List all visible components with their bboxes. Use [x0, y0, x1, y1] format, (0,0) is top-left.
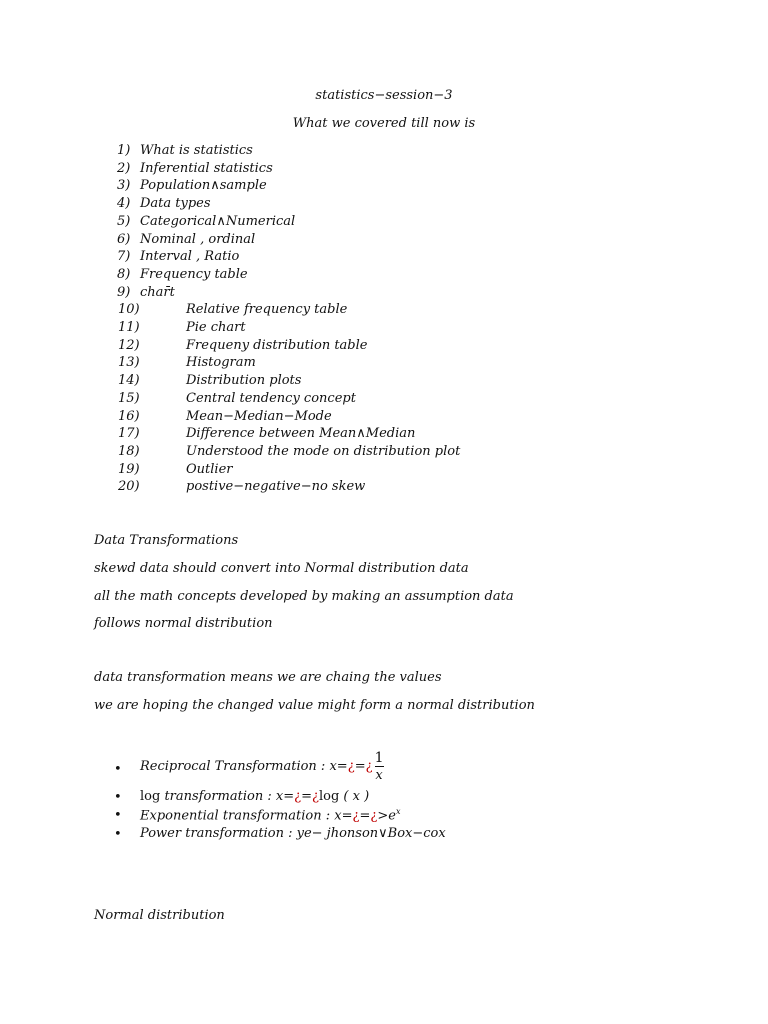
- reciprocal-fraction: [375, 751, 384, 782]
- paragraph-line: all the math concepts developed by making an assumption data: [94, 589, 514, 604]
- list-item-number: 19): [118, 461, 140, 477]
- list-item-number: 1): [117, 143, 131, 158]
- document-title: statistics−session−3: [315, 88, 453, 103]
- list-item-text: Nominal , ordinal: [140, 231, 256, 247]
- list-item-text: Interval , Ratio: [140, 249, 240, 265]
- inverted-question-glyph: ¿: [365, 759, 373, 775]
- list-item-text: Difference between Mean∧Median: [186, 426, 416, 442]
- list-item-text: Inferential statistics: [140, 160, 273, 176]
- inverted-question-glyph: ¿: [294, 789, 302, 804]
- list-item-number: 15): [118, 390, 140, 406]
- list-item-number: 18): [118, 443, 140, 459]
- list-item-text: Histogram: [186, 355, 256, 371]
- bullet-icon: •: [114, 790, 122, 805]
- exponential-transformation-item: Exponential transformation : $x=¿=¿>e^x$: [140, 807, 401, 824]
- list-item-number: 14): [118, 373, 140, 389]
- inverted-question-glyph: ¿: [352, 808, 360, 824]
- list-item-text: postive−negative−no skew: [186, 479, 366, 495]
- list-item-text: Frequency table: [140, 266, 248, 282]
- list-item-number: 17): [118, 426, 140, 442]
- inverted-question-glyph: ¿: [312, 789, 319, 804]
- fraction-numerator: 1: [374, 750, 384, 766]
- list-item-text: Population∧sample: [140, 178, 267, 194]
- exponent: x: [395, 807, 401, 816]
- paragraph-line: data transformation means we are chaing the values: [94, 670, 442, 685]
- list-item-number: 8): [117, 266, 131, 282]
- list-item-text: Data types: [140, 196, 211, 212]
- list-item-number: 9): [117, 284, 131, 300]
- list-item-text: char̄t: [140, 284, 175, 300]
- data-transformations-heading: Data Transformations: [94, 533, 239, 548]
- list-item-number: 2): [117, 160, 131, 176]
- fraction-denominator: x: [375, 767, 383, 783]
- list-item-text: Relative frequency table: [186, 302, 348, 318]
- bullet-icon: •: [114, 827, 122, 842]
- list-item-number: 3): [117, 178, 131, 194]
- list-item-text: Mean−Median−Mode: [186, 408, 332, 424]
- list-item-number: 12): [118, 337, 140, 353]
- list-item-text: Understood the mode on distribution plot: [186, 443, 461, 459]
- inverted-question-glyph: ¿: [370, 808, 378, 824]
- list-item-text: What is statistics: [140, 143, 253, 158]
- inverted-question-glyph: ¿: [347, 759, 355, 775]
- list-item-number: 16): [118, 408, 140, 424]
- list-item-number: 7): [117, 249, 131, 265]
- paragraph-line: skewd data should convert into Normal distribution data: [94, 561, 469, 576]
- list-item-text: Pie chart: [186, 320, 246, 335]
- list-item-text: Frequeny distribution table: [186, 337, 368, 353]
- list-item-text: Central tendency concept: [186, 390, 356, 406]
- log-transformation-item: log transformation : x=¿=¿log ( x ): [140, 789, 370, 804]
- list-item-number: 5): [117, 213, 131, 229]
- document-subtitle: What we covered till now is: [292, 116, 476, 131]
- bullet-icon: •: [114, 762, 122, 777]
- list-item-number: 20): [118, 479, 140, 495]
- reciprocal-transformation-item: Reciprocal Transformation : x=¿=¿ $\frac{1}{x}$: [140, 750, 384, 783]
- paragraph-line: follows normal distribution: [94, 616, 273, 631]
- paragraph-line: we are hoping the changed value might form a normal distribution: [94, 698, 535, 713]
- power-transformation-item: Power transformation : ye− jhonson∨Box−cox: [140, 826, 446, 841]
- list-item-number: 6): [117, 231, 131, 247]
- bullet-icon: •: [114, 808, 122, 823]
- list-item-number: 11): [118, 320, 140, 335]
- list-item-text: Distribution plots: [186, 373, 302, 389]
- list-item-text: Categorical∧Numerical: [140, 213, 296, 229]
- list-item-number: 13): [118, 355, 140, 371]
- list-item-text: Outlier: [186, 461, 233, 477]
- list-item-number: 10): [118, 302, 140, 318]
- normal-distribution-heading: Normal distribution: [94, 908, 225, 923]
- reciprocal-label: Reciprocal Transformation: [140, 759, 317, 775]
- list-item-number: 4): [117, 196, 131, 212]
